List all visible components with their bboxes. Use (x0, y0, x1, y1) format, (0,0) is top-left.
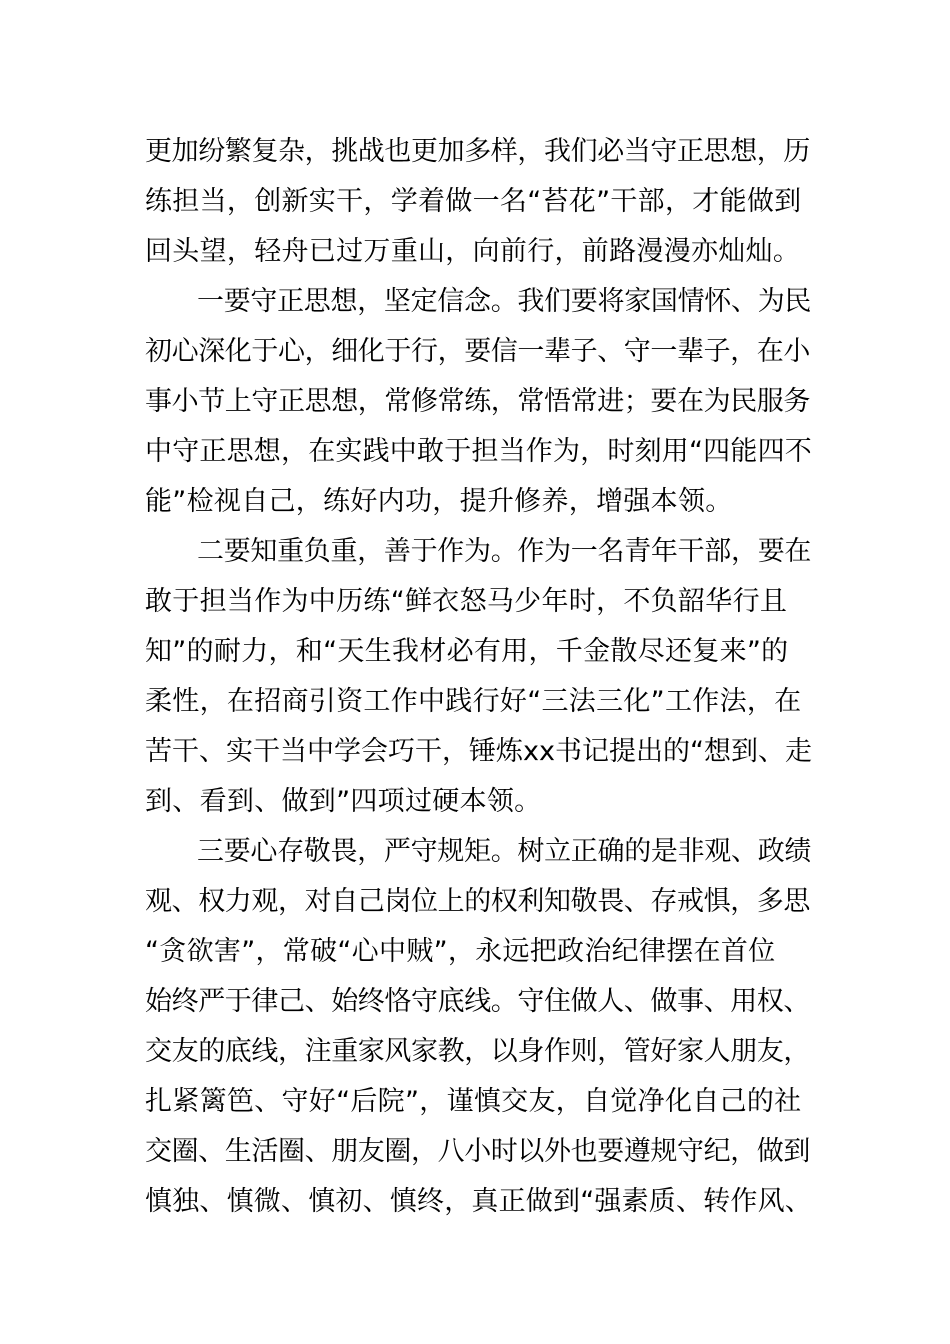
text-line: 扎紧篱笆、守好“后院”，谨慎交友，自觉净化自己的社 (145, 1086, 802, 1117)
text-line: 回头望，轻舟已过万重山，向前行，前路漫漫亦灿灿。 (145, 236, 801, 267)
text-line: 更加纷繁复杂，挑战也更加多样，我们必当守正思想，历 (145, 136, 810, 167)
text-line: 事小节上守正思想，常修常练，常悟常进；要在为民服务 (145, 386, 810, 417)
paragraph-first-line: 三要心存敬畏，严守规矩。树立正确的是非观、政绩 (197, 836, 812, 867)
text-line: 到、看到、做到”四项过硬本领。 (145, 786, 542, 817)
text-line: 练担当，创新实干，学着做一名“苔花”干部，才能做到 (145, 186, 802, 217)
text-line: 初心深化于心，细化于行，要信一辈子、守一辈子，在小 (145, 336, 810, 367)
paragraph-first-line: 二要知重负重，善于作为。作为一名青年干部，要在 (197, 536, 812, 567)
text-line: 中守正思想，在实践中敢于担当作为，时刻用“四能四不 (145, 436, 812, 467)
text-line: 观、权力观，对自己岗位上的权利知敬畏、存戒惧，多思 (145, 886, 810, 917)
text-line: 慎独、慎微、慎初、慎终，真正做到“强素质、转作风、 (145, 1186, 812, 1217)
text-line: 敢于担当作为中历练“鲜衣怒马少年时，不负韶华行且 (145, 586, 788, 617)
text-line: 交友的底线，注重家风家教，以身作则，管好家人朋友， (145, 1036, 810, 1067)
text-line: “贪欲害”，常破“心中贼”，永远把政治纪律摆在首位 (145, 936, 776, 967)
text-line: 始终严于律己、始终恪守底线。守住做人、做事、用权、 (145, 986, 810, 1017)
text-line: 知”的耐力，和“天生我材必有用，千金散尽还复来”的 (145, 636, 789, 667)
text-line: 苦干、实干当中学会巧干，锤炼xx书记提出的“想到、走 (145, 736, 812, 767)
text-line: 能”检视自己，练好内功，提升修养，增强本领。 (145, 486, 733, 517)
paragraph-first-line: 一要守正思想，坚定信念。我们要将家国情怀、为民 (197, 286, 812, 317)
text-line: 柔性，在招商引资工作中践行好“三法三化”工作法，在 (145, 686, 802, 717)
text-line: 交圈、生活圈、朋友圈，八小时以外也要遵规守纪，做到 (145, 1136, 810, 1167)
